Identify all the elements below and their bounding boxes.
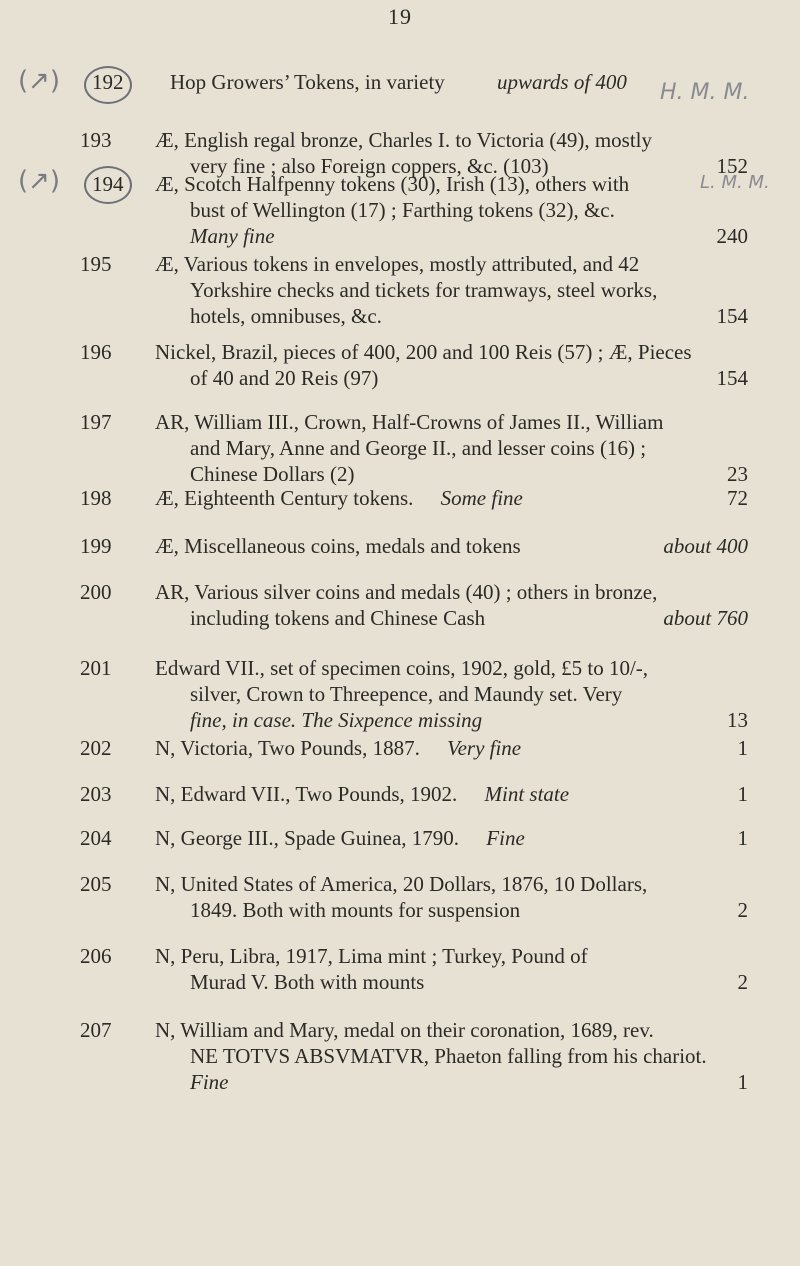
lot-number: 192	[92, 70, 124, 94]
lot-description-line-1	[155, 736, 750, 760]
lot-description-line-3: Many fine	[190, 224, 275, 248]
lot-description-text: Edward VII., set of specimen coins, 1902, gold, £5 to 10/-,	[155, 656, 649, 680]
lot-description-text: N, William and Mary, medal on their coronation, 1689, rev.	[155, 1018, 654, 1042]
lot-description-text: N, United States of America, 20 Dollars, 1876, 10 Dollars,	[155, 872, 648, 896]
lot-description-text: N, Peru, Libra, 1917, Lima mint ; Turkey, Pound of	[155, 944, 588, 968]
lot-estimate: 23	[727, 462, 748, 486]
lot-number: 199	[80, 534, 112, 558]
lot-condition-note: upwards of 400	[497, 70, 627, 94]
lot-description-line-2: 1849. Both with mounts for suspension	[190, 898, 521, 922]
lot-description-line-2: Murad V. Both with mounts	[190, 970, 425, 994]
lot-description-line-1	[155, 410, 750, 434]
lot-description-line-1	[155, 782, 750, 806]
lot-condition-note: Mint state	[479, 782, 570, 806]
lot-description-text: Æ, English regal bronze, Charles I. to Victoria (49), mostly	[155, 128, 652, 152]
tick-mark-194: (↗)	[18, 166, 61, 196]
lot-description-line-2: of 40 and 20 Reis (97)	[190, 366, 379, 390]
lot-description-line-3: Chinese Dollars (2)	[190, 462, 355, 486]
lot-description-line-1	[155, 1018, 750, 1042]
lot-description-line-1	[155, 252, 750, 276]
lot-description-text: Nickel, Brazil, pieces of 400, 200 and 100 Reis (57) ; Æ, Pieces	[155, 340, 692, 364]
lot-number: 194	[92, 172, 124, 196]
lot-estimate: about 400	[663, 534, 748, 558]
lot-estimate: 72	[727, 486, 748, 510]
lot-description-line-1	[155, 172, 750, 196]
lot-condition-note: Fine	[481, 826, 525, 850]
lot-number: 200	[80, 580, 112, 604]
lot-estimate: 1	[737, 736, 748, 760]
lot-description-text: Æ, Eighteenth Century tokens.	[155, 486, 414, 510]
lot-number: 203	[80, 782, 112, 806]
lot-number: 201	[80, 656, 112, 680]
lot-estimate: 154	[716, 304, 748, 328]
lot-number: 193	[80, 128, 112, 152]
lot-description-line-1	[155, 340, 750, 364]
tick-mark-192: (↗)	[18, 66, 61, 96]
lot-condition-note: Very fine	[441, 736, 522, 760]
lot-description-line-2: very fine ; also Foreign coppers, &c. (103)	[190, 154, 549, 178]
lot-description-text: Hop Growers’ Tokens, in variety	[170, 70, 445, 94]
lot-estimate: 1	[737, 826, 748, 850]
lot-description-line-3: hotels, omnibuses, &c.	[190, 304, 382, 328]
lot-description-line-3: fine, in case. The Sixpence missing	[190, 708, 483, 732]
lot-estimate: 240	[716, 224, 748, 248]
lot-description-line-1	[170, 70, 765, 94]
lot-description-line-1	[155, 486, 750, 510]
lot-estimate: about 760	[663, 606, 748, 630]
lot-description-text: N, Edward VII., Two Pounds, 1902.	[155, 782, 458, 806]
page-number: 19	[388, 4, 412, 29]
lot-number: 204	[80, 826, 112, 850]
lot-estimate: 154	[716, 366, 748, 390]
lot-description-text: Æ, Miscellaneous coins, medals and tokens	[155, 534, 521, 558]
lot-description-text: Æ, Various tokens in envelopes, mostly attributed, and 42	[155, 252, 640, 276]
lot-description-line-2: including tokens and Chinese Cash	[190, 606, 486, 630]
lot-number: 202	[80, 736, 112, 760]
margin-note-top: H. M. M.	[660, 80, 750, 105]
lot-estimate: 2	[737, 898, 748, 922]
lot-description-text: AR, Various silver coins and medals (40) ; others in bronze,	[155, 580, 658, 604]
lot-description-text: N, George III., Spade Guinea, 1790.	[155, 826, 460, 850]
lot-description-line-3: Fine	[190, 1070, 229, 1094]
lot-description-line-1	[155, 872, 750, 896]
lot-description-line-1	[155, 580, 750, 604]
lot-description-line-1	[155, 128, 750, 152]
lot-description-line-1	[155, 656, 750, 680]
lot-description-line-1	[155, 826, 750, 850]
lot-number: 207	[80, 1018, 112, 1042]
lot-number: 198	[80, 486, 112, 510]
lot-description-text: AR, William III., Crown, Half-Crowns of James II., William	[155, 410, 664, 434]
lot-condition-note: Some fine	[435, 486, 523, 510]
lot-description-line-2: and Mary, Anne and George II., and lesser coins (16) ;	[190, 436, 647, 460]
lot-estimate: 152	[716, 154, 748, 178]
lot-description-line-1	[155, 534, 750, 558]
lot-number: 206	[80, 944, 112, 968]
margin-note-second: L. M. M.	[700, 172, 770, 193]
lot-number: 205	[80, 872, 112, 896]
lot-description-line-2: silver, Crown to Threepence, and Maundy set. Very	[190, 682, 623, 706]
lot-description-line-2: NE TOTVS ABSVMATVR, Phaeton falling from his chariot.	[190, 1044, 707, 1068]
lot-estimate: 13	[727, 708, 748, 732]
lot-description-line-2: bust of Wellington (17) ; Farthing tokens (32), &c.	[190, 198, 615, 222]
lot-estimate: 1	[737, 782, 748, 806]
lot-number: 196	[80, 340, 112, 364]
lot-description-text: Æ, Scotch Halfpenny tokens (30), Irish (13), others with	[155, 172, 630, 196]
lot-description-line-2: Yorkshire checks and tickets for tramways, steel works,	[190, 278, 658, 302]
lot-description-text: N, Victoria, Two Pounds, 1887.	[155, 736, 420, 760]
lot-description-line-1	[155, 944, 750, 968]
lot-number: 195	[80, 252, 112, 276]
lot-estimate: 1	[737, 1070, 748, 1094]
lot-number: 197	[80, 410, 112, 434]
lot-estimate: 2	[737, 970, 748, 994]
